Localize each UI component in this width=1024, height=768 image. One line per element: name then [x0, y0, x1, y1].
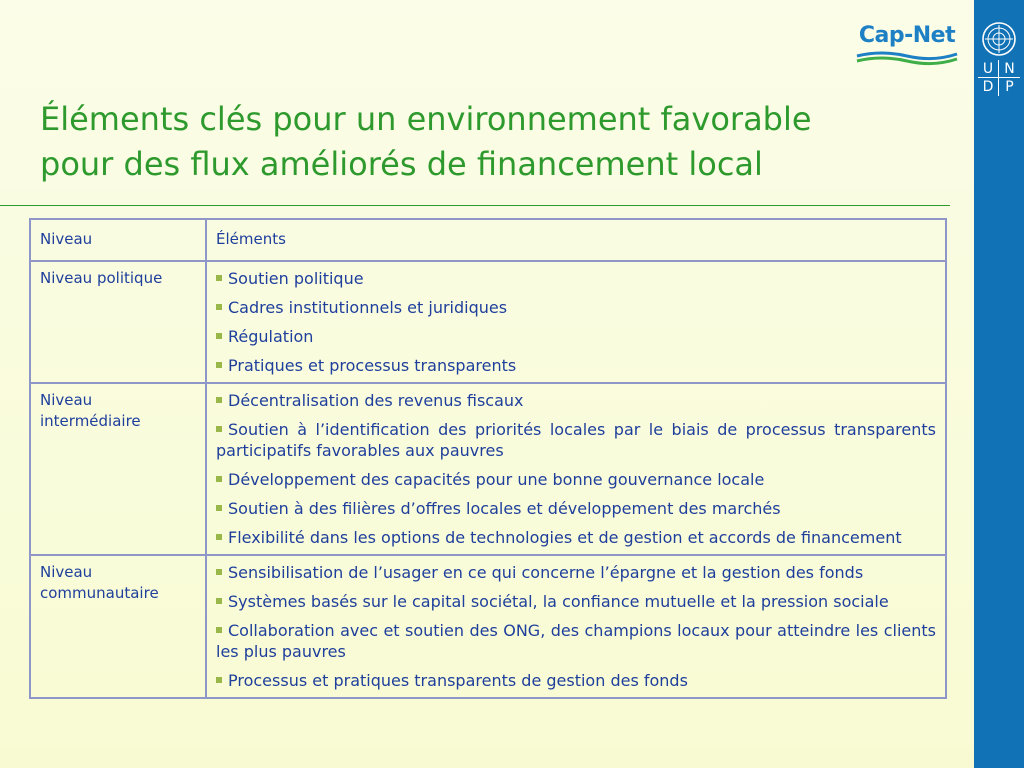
table-row — [30, 555, 946, 698]
table-row — [30, 261, 946, 383]
bullet-list — [216, 268, 936, 376]
level-cell: Niveau communautaire — [30, 555, 206, 698]
undp-logo — [978, 60, 1020, 96]
list-item: Systèmes basés sur le capital sociétal, la confiance mutuelle et la pression sociale — [216, 591, 936, 612]
square-bullet-icon — [216, 397, 222, 403]
slide-title-line2: pour des flux améliorés de financement local — [40, 145, 763, 183]
list-item: Décentralisation des revenus fiscaux — [216, 390, 936, 411]
undp-letter-n: N — [999, 60, 1020, 78]
elements-cell — [206, 383, 946, 555]
list-item: Régulation — [216, 326, 936, 347]
undp-letter-u: U — [978, 60, 999, 78]
list-item: Processus et pratiques transparents de gestion des fonds — [216, 670, 936, 691]
list-item: Développement des capacités pour une bonne gouvernance locale — [216, 469, 936, 490]
elements-table — [29, 218, 947, 699]
header-niveau: Niveau — [30, 219, 206, 261]
table-header-row — [30, 219, 946, 261]
level-cell: Niveau politique — [30, 261, 206, 383]
list-item: Soutien politique — [216, 268, 936, 289]
header-elements: Éléments — [206, 219, 946, 261]
square-bullet-icon — [216, 598, 222, 604]
capnet-wave-icon — [855, 22, 959, 68]
capnet-logo — [855, 22, 959, 68]
list-item: Flexibilité dans les options de technologies et de gestion et accords de financement — [216, 527, 936, 548]
list-item: Soutien à l’identification des priorités locales par le biais de processus transparents participatifs favorables aux pauvres — [216, 420, 936, 460]
un-emblem-icon — [980, 20, 1018, 58]
bullet-list — [216, 390, 936, 548]
square-bullet-icon — [216, 333, 222, 339]
list-item: Soutien à des filières d’offres locales et développement des marchés — [216, 498, 936, 519]
square-bullet-icon — [216, 304, 222, 310]
square-bullet-icon — [216, 677, 222, 683]
elements-cell — [206, 555, 946, 698]
title-divider — [0, 205, 950, 206]
square-bullet-icon — [216, 505, 222, 511]
square-bullet-icon — [216, 569, 222, 575]
level-cell: Niveau intermédiaire — [30, 383, 206, 555]
list-item: Cadres institutionnels et juridiques — [216, 297, 936, 318]
square-bullet-icon — [216, 534, 222, 540]
square-bullet-icon — [216, 275, 222, 281]
list-item: Sensibilisation de l’usager en ce qui concerne l’épargne et la gestion des fonds — [216, 562, 936, 583]
slide-title — [40, 97, 940, 187]
square-bullet-icon — [216, 362, 222, 368]
undp-letter-d: D — [978, 78, 999, 96]
capnet-logo-text: Cap-Net — [858, 23, 956, 48]
table-row — [30, 383, 946, 555]
elements-cell — [206, 261, 946, 383]
list-item: Pratiques et processus transparents — [216, 355, 936, 376]
square-bullet-icon — [216, 627, 222, 633]
slide-title-line1: Éléments clés pour un environnement favorable — [40, 100, 812, 138]
square-bullet-icon — [216, 476, 222, 482]
undp-letter-p: P — [1005, 79, 1014, 95]
list-item: Collaboration avec et soutien des ONG, des champions locaux pour atteindre les clients les plus pauvres — [216, 621, 936, 661]
undp-sidebar — [974, 0, 1024, 768]
square-bullet-icon — [216, 426, 222, 432]
bullet-list — [216, 562, 936, 691]
